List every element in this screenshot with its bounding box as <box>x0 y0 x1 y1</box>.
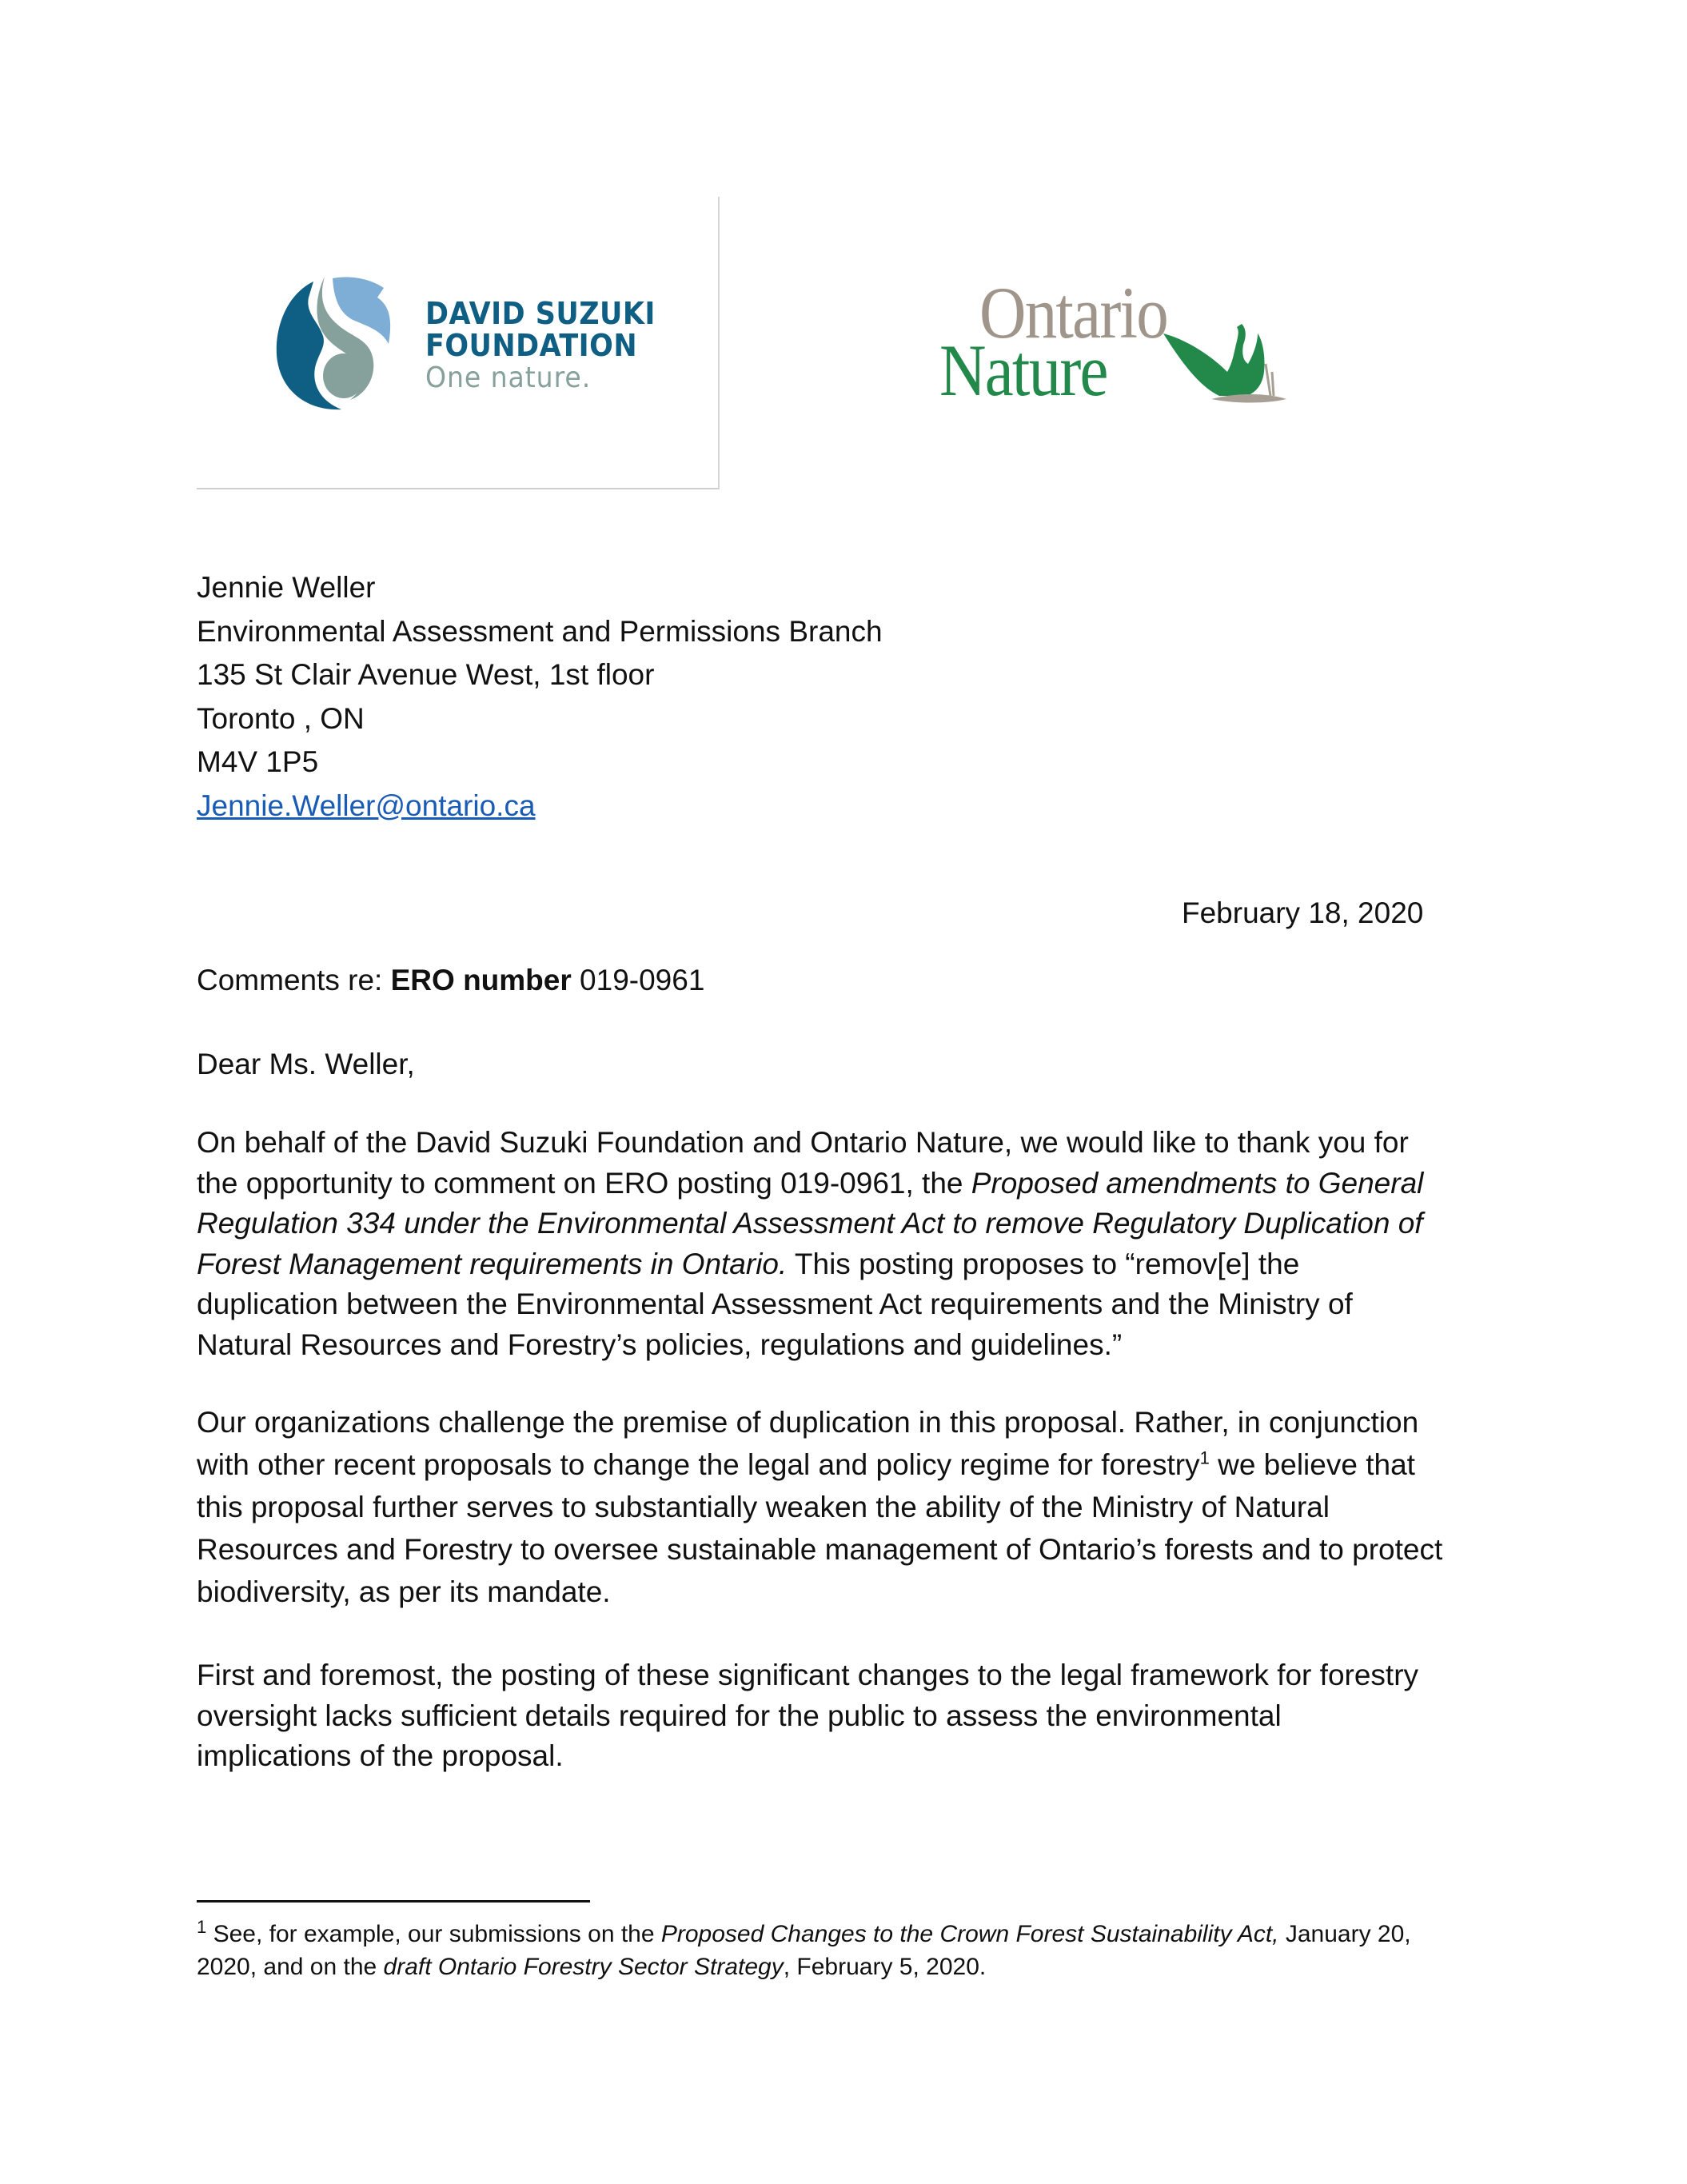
recipient-branch: Environmental Assessment and Permissions Branch <box>197 614 883 648</box>
paragraph-1 <box>197 1123 1476 1365</box>
p1-line-2-title: Proposed amendments to General <box>971 1166 1424 1200</box>
paragraph-2 <box>197 1401 1476 1613</box>
recipient-street: 135 St Clair Avenue West, 1st floor <box>197 658 655 691</box>
subject-ero-number: 019-0961 <box>571 964 705 996</box>
footnote-1 <box>197 1918 1411 1983</box>
p1-line-5: duplication between the Environmental Assessment Act requirements and the Ministry of <box>197 1288 1353 1320</box>
paragraph-3 <box>197 1655 1476 1777</box>
p2-line-3: this proposal further serves to substantially weaken the ability of the Ministry of Natural <box>197 1491 1330 1523</box>
ontario-nature-logo <box>939 272 1287 411</box>
dsf-name-line2: FOUNDATION <box>425 328 638 363</box>
dsf-emblem-icon <box>273 273 417 417</box>
footnote-line-2-title: draft Ontario Forestry Sector Strategy <box>383 1954 784 1980</box>
subject-line <box>197 960 704 1000</box>
footnote-line-1-title: Proposed Changes to the Crown Forest Sustainability Act, <box>660 1921 1279 1947</box>
subject-prefix: Comments re: <box>197 964 391 996</box>
dsf-logo-box <box>197 197 720 489</box>
p1-line-2-text: the opportunity to comment on ERO posting 019-0961, the <box>197 1166 971 1200</box>
p2-line-2b: we believe that <box>1209 1448 1415 1481</box>
footnote-marker: 1 <box>197 1917 207 1937</box>
p3-line-2: oversight lacks sufficient details required for the public to assess the environmental <box>197 1699 1282 1732</box>
ontario-nature-word-nature: Nature <box>939 329 1107 411</box>
recipient-address-block <box>197 566 883 828</box>
dsf-name-line1: DAVID SUZUKI <box>425 296 656 331</box>
salutation: Dear Ms. Weller, <box>197 1048 415 1080</box>
p1-line-4-text: This posting proposes to “remov[e] the <box>787 1247 1300 1280</box>
letter-date: February 18, 2020 <box>1182 896 1424 929</box>
p3-line-1: First and foremost, the posting of these significant changes to the legal framework for forestry <box>197 1659 1419 1691</box>
footnote-line-1-end: January 20, <box>1278 1921 1411 1947</box>
footnote-line-2-end: , February 5, 2020. <box>783 1954 987 1980</box>
recipient-email-link[interactable]: Jennie.Weller@ontario.ca <box>197 789 536 822</box>
p2-line-4: Resources and Forestry to oversee sustainable management of Ontario’s forests and to protect <box>197 1533 1443 1566</box>
loon-bird-icon <box>1163 316 1291 405</box>
p2-line-2a: with other recent proposals to change the legal and policy regime for forestry <box>197 1448 1200 1481</box>
footnote-separator <box>197 1900 590 1903</box>
p2-line-1: Our organizations challenge the premise of duplication in this proposal. Rather, in conjunction <box>197 1406 1419 1439</box>
dsf-wordmark <box>425 297 676 395</box>
footnote-line-1-text: See, for example, our submissions on the <box>206 1921 661 1947</box>
recipient-postal-code: M4V 1P5 <box>197 745 319 778</box>
p1-line-4-title: Forest Management requirements in Ontario. <box>197 1247 788 1280</box>
p1-line-1: On behalf of the David Suzuki Foundation and Ontario Nature, we would like to thank you for <box>197 1126 1409 1159</box>
footnote-reference-1[interactable]: 1 <box>1199 1447 1210 1468</box>
dsf-tagline: One nature. <box>425 361 592 394</box>
p1-line-3-title: Regulation 334 under the Environmental Assessment Act to remove Regulatory Duplication of <box>197 1207 1423 1240</box>
ontario-nature-word-ontario: Ontario <box>979 272 1167 353</box>
subject-label-bold: ERO number <box>390 964 572 996</box>
footnote-line-2-text: 2020, and on the <box>197 1954 384 1980</box>
p3-line-3: implications of the proposal. <box>197 1739 564 1772</box>
recipient-city: Toronto , ON <box>197 701 365 735</box>
p1-line-6: Natural Resources and Forestry’s policies, regulations and guidelines.” <box>197 1328 1123 1361</box>
recipient-name: Jennie Weller <box>197 571 376 604</box>
p2-line-5: biodiversity, as per its mandate. <box>197 1575 611 1608</box>
